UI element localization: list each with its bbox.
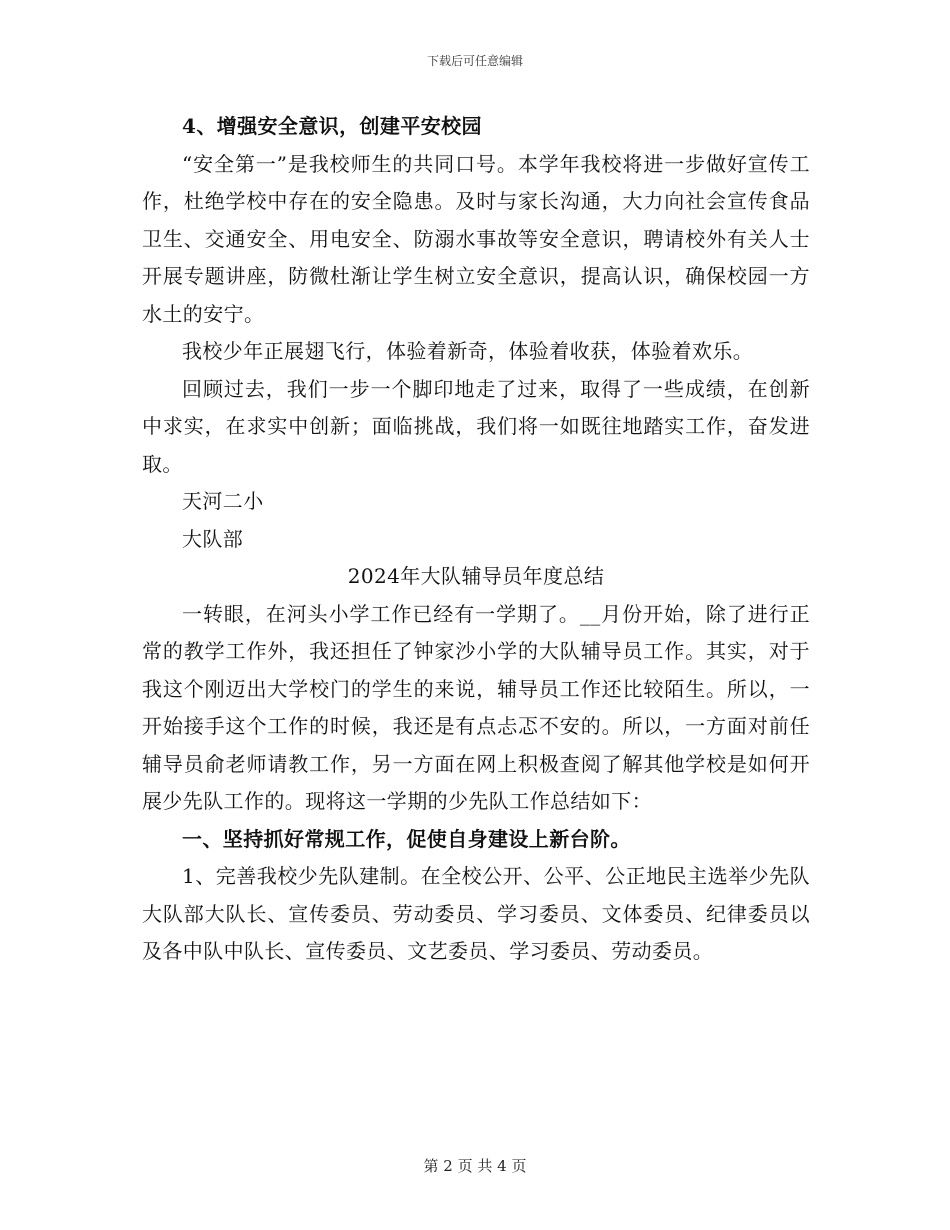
closing-paragraph-1: 我校少年正展翅飞行，体验着新奇，体验着收获，体验着欢乐。 <box>182 339 754 363</box>
signature-school: 天河二小 <box>182 489 264 513</box>
item-1-paragraph: 1、完善我校少先队建制。在全校公开、公平、公正地民主选举少先队大队部大队长、宣传委员、劳动委员、学习委员、文体委员、纪律委员以及各中队中队长、宣传委员、文艺委员、学习委员、劳动委员。 <box>142 864 810 963</box>
document-title: 2024年大队辅导员年度总结 <box>347 564 605 588</box>
signature-department: 大队部 <box>182 526 244 551</box>
page-number-footer: 第 2 页 共 4 页 <box>423 1157 527 1175</box>
section-4-paragraph: “安全第一”是我校师生的共同口号。本学年我校将进一步做好宣传工作，杜绝学校中存在的安全隐患。及时与家长沟通，大力向社会宣传食品卫生、交通安全、用电安全、防溺水事故等安全意识，聘请校外有关人士开展专题讲座，防微杜渐让学生树立安全意识，提高认识，确保校园一方水土的安宁。 <box>142 151 810 326</box>
intro-paragraph: 一转眼，在河头小学工作已经有一学期了。__月份开始，除了进行正常的教学工作外，我还担任了钟家沙小学的大队辅导员工作。其实，对于我这个刚迈出大学校门的学生的来说，辅导员工作还比较陌生。所以，一开始接手这个工作的时候，我还是有点忐忑不安的。所以，一方面对前任辅导员俞老师请教工作，另一方面在网上积极查阅了解其他学校是如何开展少先队工作的。现将这一学期的少先队工作总结如下： <box>142 601 810 813</box>
section-1-heading: 一、坚持抓好常规工作，促使自身建设上新台阶。 <box>182 826 631 851</box>
document-body <box>142 108 810 971</box>
header-note: 下载后可任意编辑 <box>426 54 523 68</box>
section-4-heading: 4、增强安全意识，创建平安校园 <box>182 114 482 138</box>
closing-paragraph-2: 回顾过去，我们一步一个脚印地走了过来，取得了一些成绩，在创新中求实，在求实中创新；面临挑战，我们将一如既往地踏实工作，奋发进取。 <box>142 376 810 476</box>
